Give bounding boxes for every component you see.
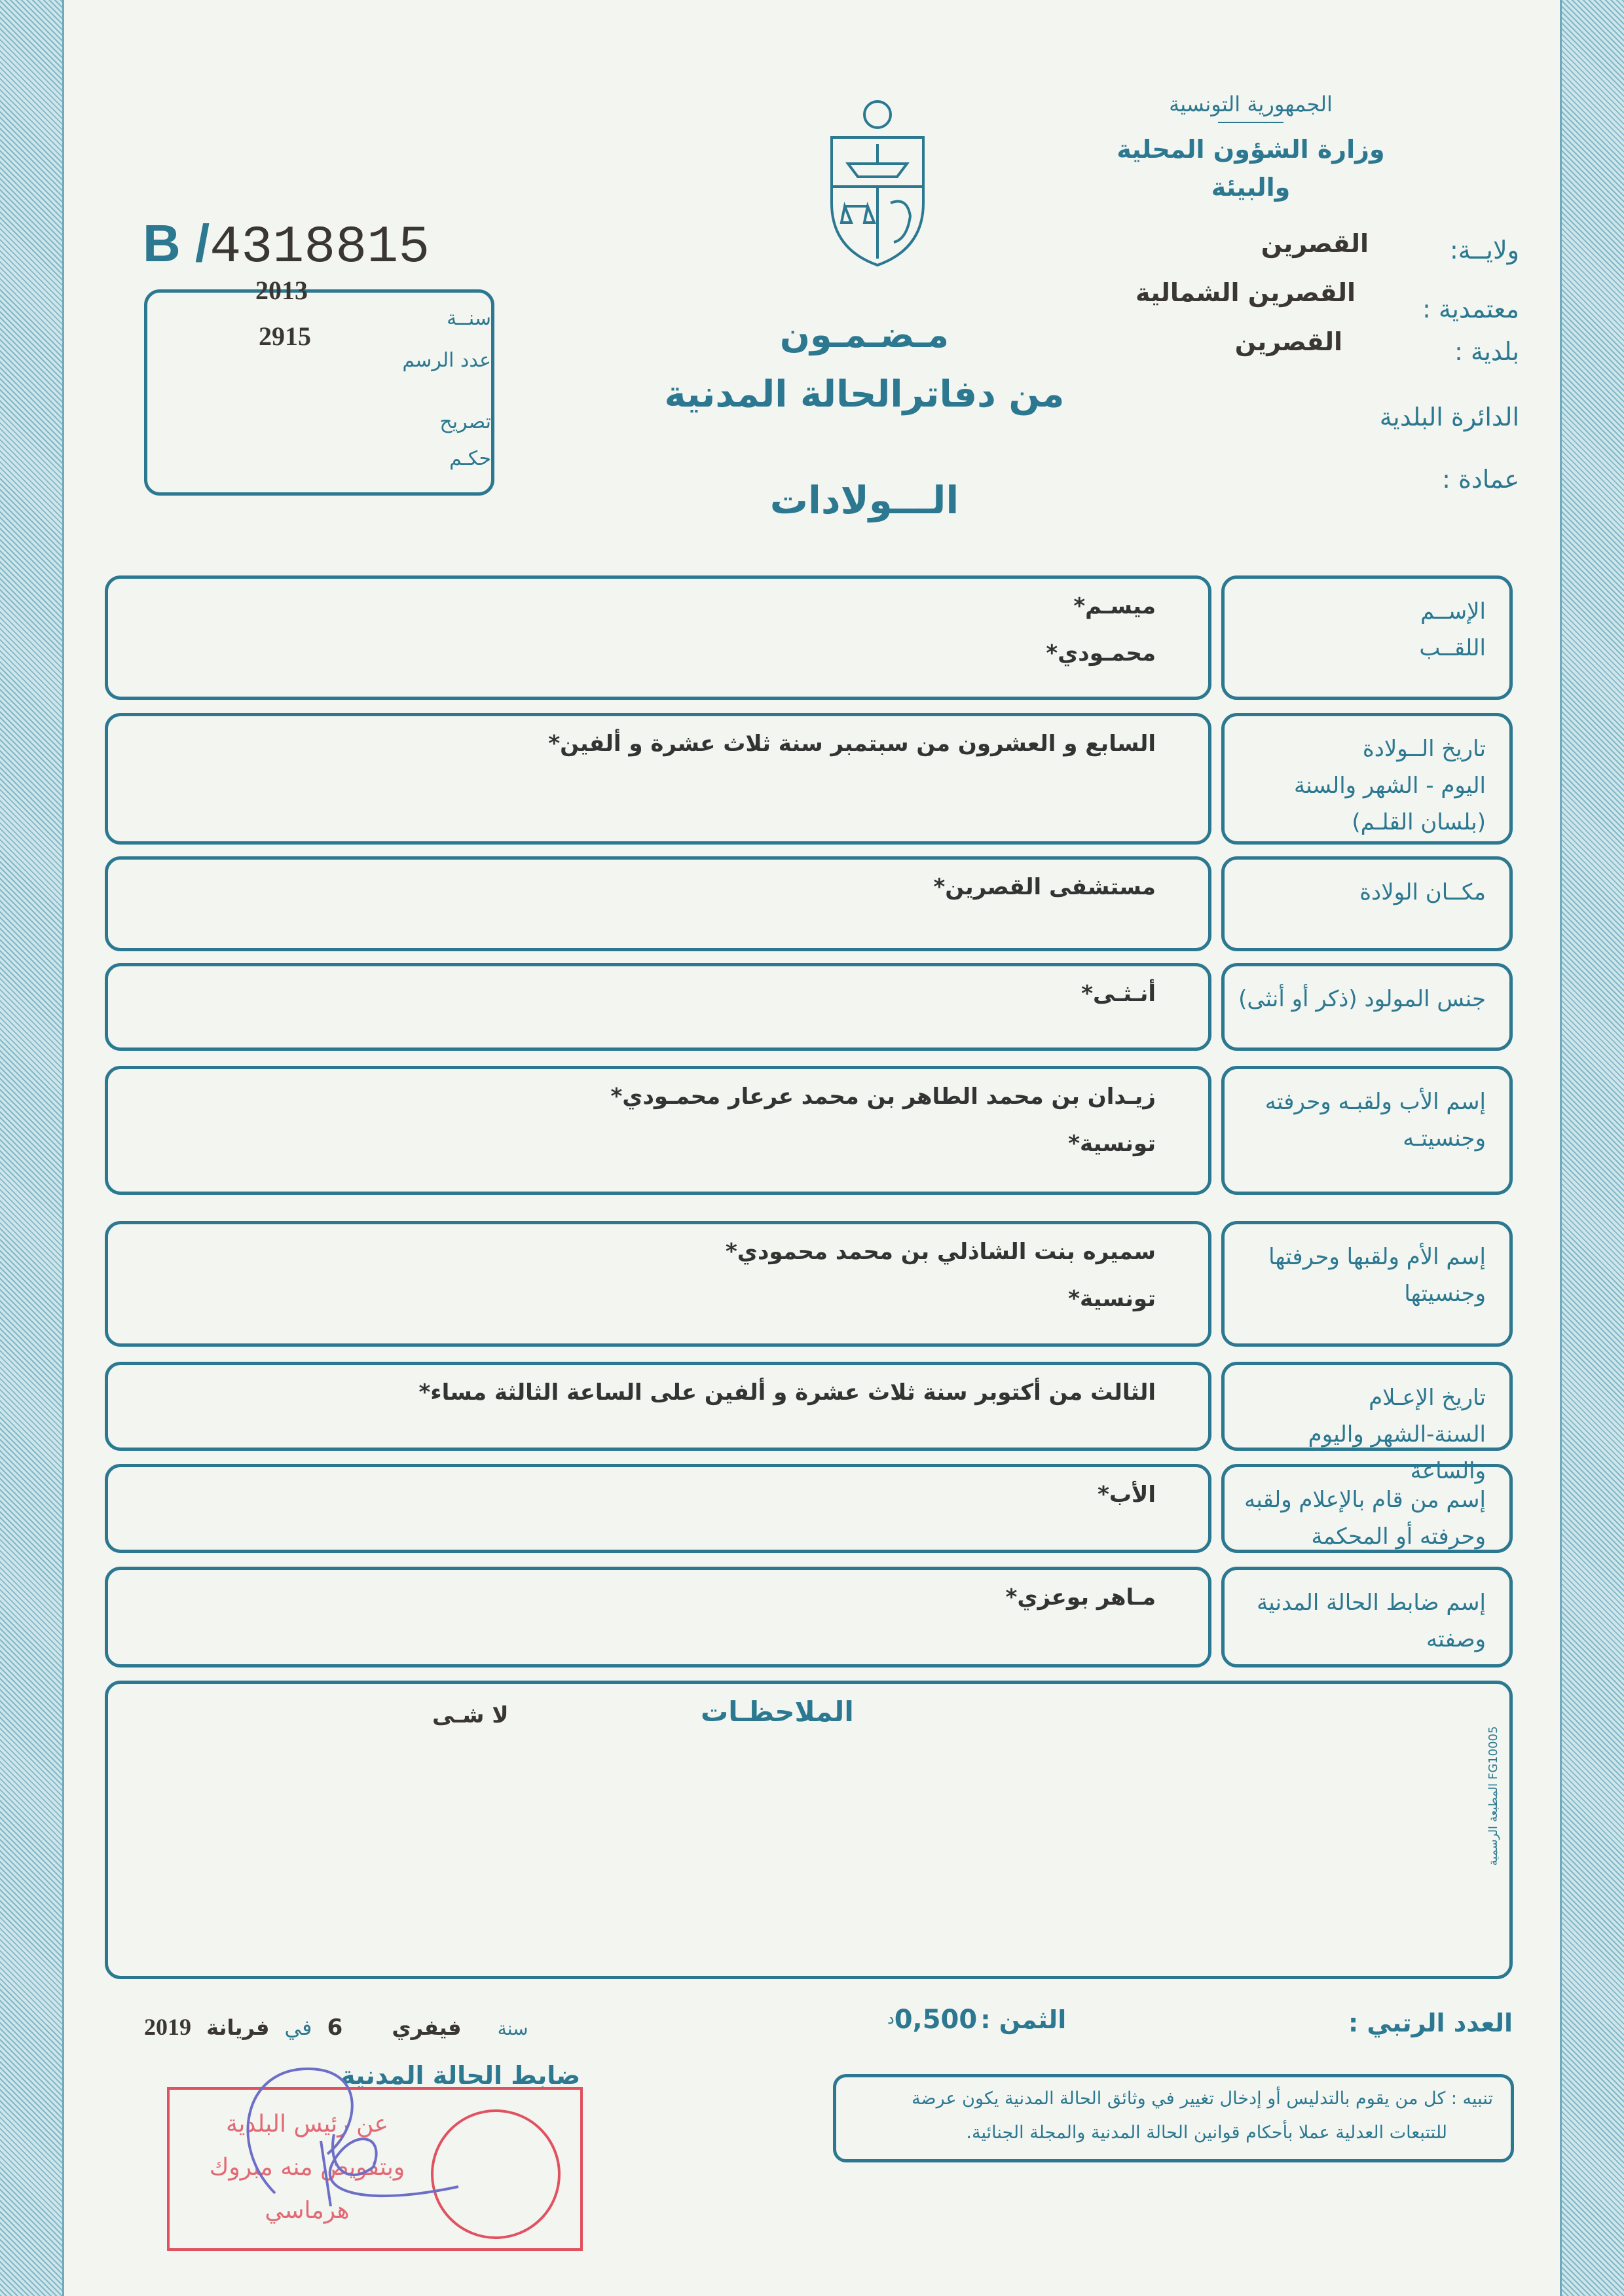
declaration-date-label: تاريخ الإعـلام [1369,1385,1486,1411]
remarks-value: لا شـى [432,1702,509,1728]
ministry-name-2: والبيئة [1211,173,1291,202]
birth-date-label-cell [1221,713,1513,845]
mother-label: إسم الأم ولقبها وحرفتها [1268,1244,1486,1270]
civil-officer-label: إسم ضابط الحالة المدنية [1257,1590,1486,1616]
price-value: 0,500 [894,2005,978,2035]
issue-day: 6 [327,2014,343,2041]
tunisia-coat-of-arms-icon [822,92,933,268]
security-border-right [1560,0,1624,2296]
mother-value-cell [105,1221,1211,1347]
father-label: إسم الأب ولقبـه وحرفته [1264,1089,1486,1115]
in-label: في [284,2015,312,2040]
registry-act-number-label: عدد الرسم [402,349,491,372]
sex-label: جنس المولود (ذكر أو أنثى) [1238,986,1486,1012]
first-last-name-label-cell [1221,575,1513,700]
registry-declaration-label: تصريح [439,410,491,433]
title-line1: مـضـمـون [779,314,950,355]
birth-place-label: مكــان الولادة [1359,879,1486,905]
issue-place: فريانة [206,2015,270,2040]
first-last-name-value-cell [105,575,1211,700]
first-last-name-label: اللقــب [1419,635,1486,661]
registry-act-number-value: 2915 [259,321,311,351]
price [887,2005,1066,2035]
civil-officer-label: وصفته [1426,1626,1486,1652]
remarks-label: الملاحظـات [701,1696,854,1728]
birth-place-label-cell [1221,856,1513,951]
sex-value-cell [105,963,1211,1051]
mother-value: سميره بنت الشاذلي بن محمد محمودي* [726,1239,1156,1265]
wilaya-label: ولايــة: [1449,236,1519,264]
civil-officer-label-cell [1221,1567,1513,1667]
currency: د [887,2009,895,2028]
birth-place-value-cell [105,856,1211,951]
registry-judgment-label: حكـم [449,447,491,470]
civil-officer-value-cell [105,1567,1211,1667]
declarant-label: وحرفته أو المحكمة [1311,1523,1486,1550]
first-last-name-value: محمـودي* [1046,640,1156,666]
father-value: تونسية* [1068,1131,1156,1157]
registry-year-value: 2013 [255,276,308,305]
civil-officer-value: مـاهر بوعزي* [1005,1584,1156,1611]
birth-date-label: اليوم - الشهر والسنة [1294,773,1486,799]
serial-order-label: العدد الرتبي : [1348,2009,1513,2037]
declarant-label-cell [1221,1464,1513,1553]
republic-name: الجمهورية التونسية [1169,92,1333,117]
issue-year: 2019 [144,2014,191,2040]
declarant-value-cell [105,1464,1211,1553]
printer-mark: المطبعة الرسمية FG10005 [1486,1726,1500,1866]
officer-label: ضابط الحالة المدنية [341,2061,581,2090]
issue-date [144,2013,602,2041]
stamp-text: عن رئيس البلدية وبتفويض منه مبروك هرماسي [209,2111,405,2224]
father-label-cell [1221,1066,1513,1195]
father-label: وجنسيتـه [1403,1125,1486,1152]
father-value: زيـدان بن محمد الطاهر بن محمد عرعار محمـودي* [610,1084,1156,1110]
security-border-left [0,0,64,2296]
birth-date-value-cell [105,713,1211,845]
serial-number [143,213,430,278]
father-value-cell [105,1066,1211,1195]
declaration-date-value: الثالث من أكتوبر سنة ثلاث عشرة و ألفين على الساعة الثالثة مساء* [418,1379,1156,1406]
price-label: الثمن : [980,2005,1067,2034]
notice-line1: تنبيه : كل من يقوم بالتدليس أو إدخال تغيير في وثائق الحالة المدنية يكون عرضة [912,2088,1493,2109]
divider [1218,122,1283,123]
mother-label-cell [1221,1221,1513,1347]
registry-year-label: سنــة [447,307,491,330]
birth-date-label: (بلسان القلـم) [1352,809,1486,835]
first-last-name-value: ميسـم* [1073,593,1156,619]
ministry-name: وزارة الشؤون المحلية [1116,135,1385,164]
declaration-date-label-cell [1221,1362,1513,1484]
mother-label: وجنسيتها [1404,1281,1486,1307]
sex-label-cell [1221,963,1513,1051]
serial-value: 4318815 [210,218,430,278]
sex-value: أنـثـى* [1081,981,1156,1007]
birth-date-value: السابع و العشرون من سبتمبر سنة ثلاث عشرة و ألفين* [548,731,1156,757]
title-births: الـــولادات [769,478,959,522]
first-last-name-label: الإســم [1420,598,1486,625]
birth-place-value: مستشفى القصرين* [933,874,1156,900]
issue-month: فيفري [392,2015,462,2040]
declaration-date-value-cell [105,1362,1211,1451]
signature [216,2056,478,2213]
imada-label: عمادة : [1442,465,1519,494]
delegation-value: القصرين الشمالية [1135,278,1356,307]
notice-line2: للتتبعات العدلية عملا بأحكام قوانين الحالة المدنية والمجلة الجنائية. [966,2123,1447,2143]
declarant-value: الأب* [1098,1482,1156,1508]
wilaya-value: القصرين [1261,229,1369,258]
mother-value: تونسية* [1068,1286,1156,1312]
title-line2: من دفاترالحالة المدنية [664,373,1065,416]
year-label: سنة [497,2018,528,2039]
declarant-label: إسم من قام بالإعلام ولقبه [1244,1487,1486,1513]
municipality-value: القصرين [1234,327,1342,356]
municipality-label: بلدية : [1454,337,1519,366]
district-label: الدائرة البلدية [1379,403,1519,431]
delegation-label: معتمدية : [1422,295,1519,323]
serial-prefix: B / [143,214,210,272]
birth-date-label: تاريخ الــولادة [1362,736,1486,762]
declaration-date-label: السنة-الشهر واليوم والساعة [1308,1421,1486,1484]
